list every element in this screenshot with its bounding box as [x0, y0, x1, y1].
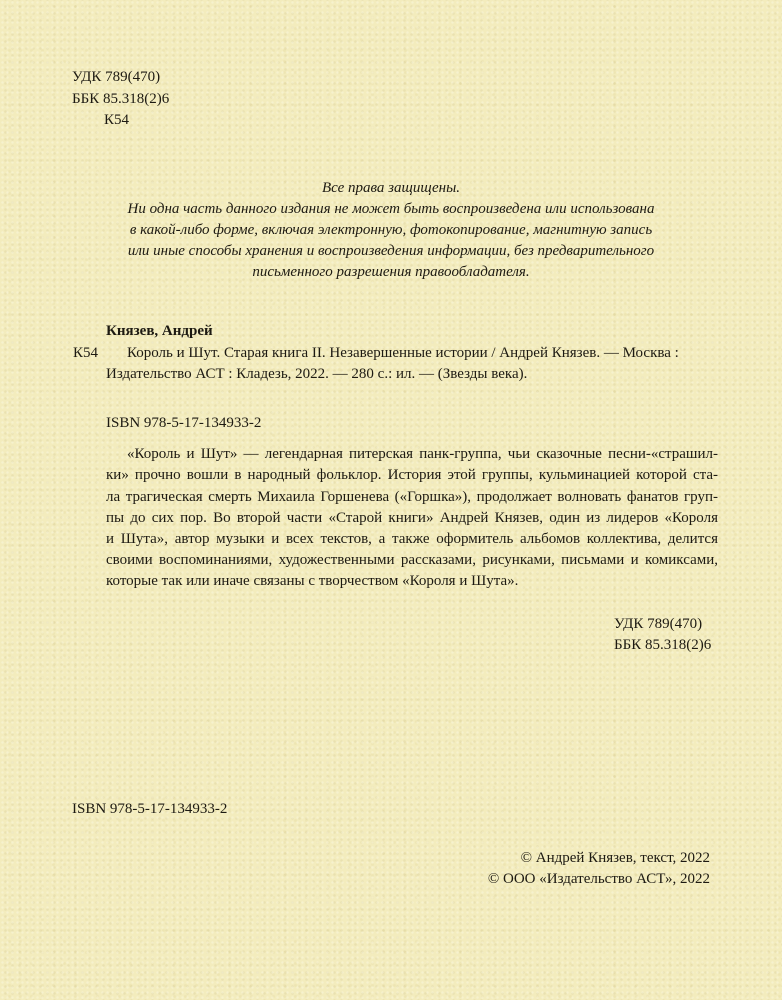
annotation-line: и Шута», автор музыки и всех текстов, а также оформитель альбомов коллектива, делится	[106, 531, 718, 547]
catalog-isbn: ISBN 978-5-17-134933-2	[106, 415, 262, 431]
rights-line: в какой-либо форме, включая электронную, фотокопирование, магнитную запись	[129, 222, 653, 238]
catalog-mark: К54	[73, 345, 99, 361]
rights-line: Ни одна часть данного издания не может быть воспроизведена или использована	[127, 201, 655, 217]
header-udk: УДК 789(470)	[72, 69, 161, 85]
annotation-line: которые так или иначе связаны с творчеством «Короля и Шута».	[106, 573, 519, 589]
copyright-publisher: © ООО «Издательство АСТ», 2022	[487, 871, 710, 887]
classification-udk: УДК 789(470)	[614, 616, 703, 632]
copyright-author: © Андрей Князев, текст, 2022	[520, 850, 710, 866]
catalog-description-line: Король и Шут. Старая книга II. Незавершенные истории / Андрей Князев. — Москва :	[127, 345, 679, 361]
annotation-line: «Король и Шут» — легендарная питерская панк-группа, чьи сказочные песни-«страшил-	[127, 446, 718, 462]
annotation-line: ла трагическая смерть Михаила Горшенева («Горшка»), продолжает волновать фанатов груп-	[106, 489, 718, 505]
annotation-line: ки» прочно вошли в народный фольклор. История этой группы, кульминацией которой ста-	[106, 467, 718, 483]
header-bbk: ББК 85.318(2)6	[72, 91, 170, 107]
rights-title: Все права защищены.	[321, 180, 461, 196]
annotation-line: своими воспоминаниями, художественными рассказами, рисунками, письмами и комиксами,	[106, 552, 718, 568]
footer-isbn: ISBN 978-5-17-134933-2	[72, 801, 228, 817]
header-author-mark: К54	[104, 112, 130, 128]
rights-line: письменного разрешения правообладателя.	[252, 264, 530, 280]
catalog-author: Князев, Андрей	[106, 323, 213, 339]
annotation-line: пы до сих пор. Во второй части «Старой книги» Андрей Князев, один из лидеров «Короля	[106, 510, 718, 526]
catalog-description-line: Издательство АСТ : Кладезь, 2022. — 280 с.: ил. — (Звезды века).	[106, 366, 528, 382]
rights-line: или иные способы хранения и воспроизведения информации, без предварительного	[127, 243, 655, 259]
classification-bbk: ББК 85.318(2)6	[614, 637, 712, 653]
